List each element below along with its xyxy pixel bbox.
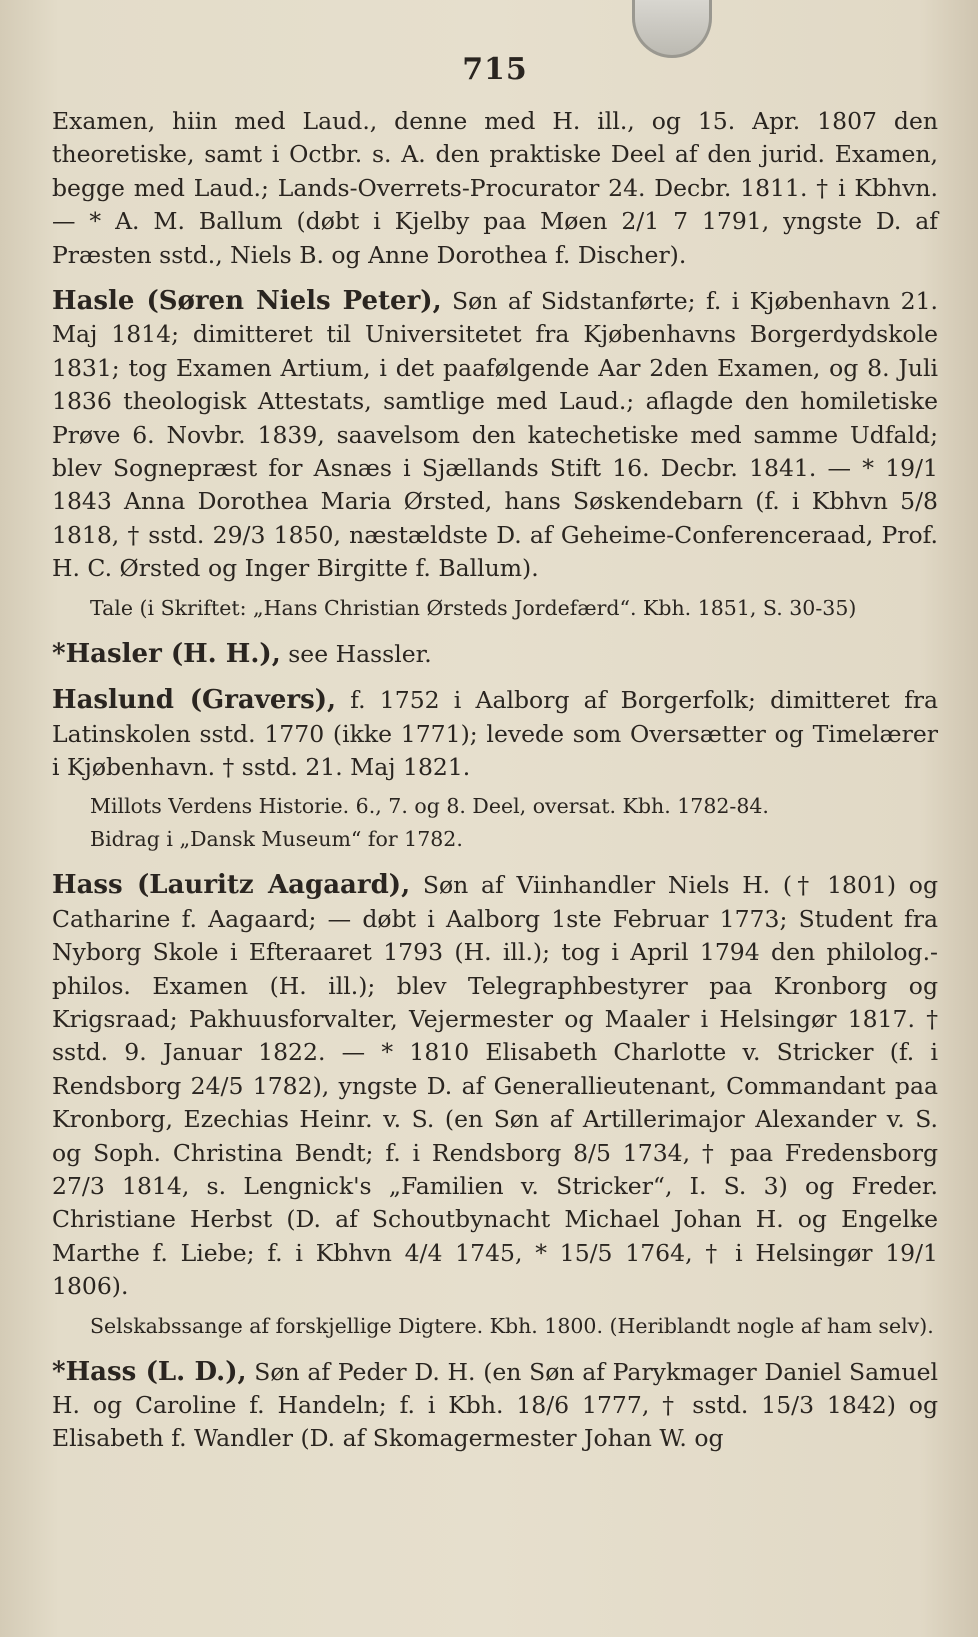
entry-hasler xyxy=(52,638,938,671)
entry-note: Bidrag i „Dansk Museum“ for 1782. xyxy=(90,827,463,852)
page-number: 715 xyxy=(462,52,528,87)
entry-headword: *Hass (L. D.), xyxy=(52,1356,247,1387)
entry-hasle xyxy=(52,285,938,625)
entry-text: Søn af Viinhandler Niels H. († 1801) og Catharine f. Aagaard; — døbt i Aalborg 1ste Februar 1773; Student fra Nyborg Skole i Efteraaret 1793 (H. ill.); tog i April 1794 den philolog.-philos. Examen (H. ill.); blev Telegraphbestyrer paa Kronborg og Krigsraad; Pakhuusforvalter, Vejermester og Maaler i Helsingør 1817. † sstd. 9. Januar 1822. — * 1810 Elisabeth Charlotte v. Stricker (f. i Rendsborg 24/5 1782), yngste D. af Generallieutenant, Commandant paa Kronborg, Ezechias Heinr. v. S. (en Søn af Artillerimajor Alexander v. S. og Soph. Christina Bendt; f. i Rendsborg 8/5 1734, † paa Fredensborg 27/3 1814, s. Lengnick's „Familien v. Stricker“, I. S. 3) og Freder. Christiane Herbst (D. af Schoutbynacht Michael Johan H. og Engelke Marthe f. Liebe; f. i Kbhvn 4/4 1745, * 15/5 1764, † i Helsingør 19/1 1806). xyxy=(52,871,938,1301)
entry-headword: Haslund (Gravers), xyxy=(52,685,337,716)
entry-text: f. 1752 i Aalborg af Borgerfolk; dimitteret fra Latinskolen sstd. 1770 (ikke 1771); levede som Oversætter og Timelærer i Kjøbenhavn. † sstd. 21. Maj 1821. xyxy=(52,686,939,781)
paper-clip xyxy=(632,0,712,58)
entry-text: Søn af Sidstanførte; f. i Kjøbenhavn 21. Maj 1814; dimitteret til Universitetet fra Kjøbenhavns Borgerdydskole 1831; tog Examen Artium, i det paafølgende Aar 2den Examen, og 8. Juli 1836 theologisk Attestats, samtlige med Laud.; aflagde den homiletiske Prøve 6. Novbr. 1839, saavelsom den katechetiske med samme Udfald; blev Sognepræst for Asnæs i Sjællands Stift 16. Decbr. 1841. — * 19/1 1843 Anna Dorothea Maria Ørsted, hans Søskendebarn (f. i Kbhvn 5/8 1818, † sstd. 29/3 1850, næstældste D. af Geheime-Conferenceraad, Prof. H. C. Ørsted og Inger Birgitte f. Ballum). xyxy=(52,287,938,583)
entry-note: Tale (i Skriftet: „Hans Christian Ørsteds Jordefærd“. Kbh. 1851, S. 30-35) xyxy=(90,595,857,620)
entry-haslund xyxy=(52,684,938,856)
entry-note: Selskabssange af forskjellige Digtere. Kbh. 1800. (Heriblandt nogle af ham selv). xyxy=(90,1313,934,1338)
entry-text: see Hassler. xyxy=(280,639,432,668)
entry-note: Millots Verdens Historie. 6., 7. og 8. Deel, oversat. Kbh. 1782-84. xyxy=(90,794,769,819)
entry-hass-lauritz xyxy=(52,869,938,1342)
entry-headword: *Hasler (H. H.), xyxy=(52,638,281,669)
entry-text: Søn af Peder D. H. (en Søn af Parykmager Daniel Samuel H. og Caroline f. Handeln; f. i Kbh. 18/6 1777, † sstd. 15/3 1842) og Elisabeth f. Wandler (D. af Skomagermester Johan W. og xyxy=(52,1357,938,1453)
entry-text: Examen, hiin med Laud., denne med H. ill., og 15. Apr. 1807 den theoretiske, samt i Octbr. s. A. den praktiske Deel af den jurid. Examen, begge med Laud.; Lands-Overrets-Procurator 24. Decbr. 1811. † i Kbhvn. — * A. M. Ballum (døbt i Kjelby paa Møen 2/1 7 1791, yngste D. af Præsten sstd., Niels B. og Anne Dorothea f. Discher). xyxy=(52,107,938,269)
entry-headword: Hass (Lauritz Aagaard), xyxy=(52,870,411,901)
entry-headword: Hasle (Søren Niels Peter), xyxy=(52,286,442,317)
continued-entry xyxy=(52,105,938,272)
entry-hass-ld xyxy=(52,1356,938,1456)
